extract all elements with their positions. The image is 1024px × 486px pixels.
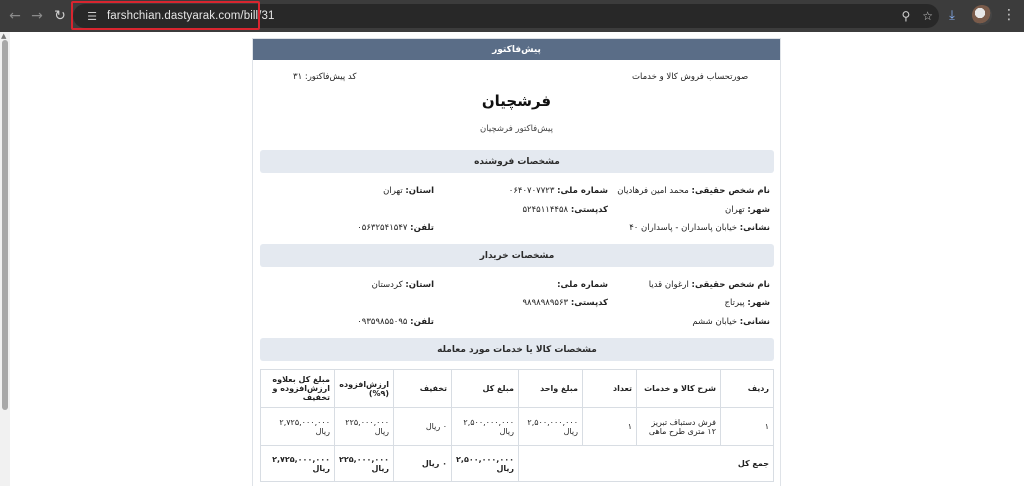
seller-phone-value: ۰۵۶۳۲۵۴۱۵۴۷ (357, 223, 408, 233)
forward-icon[interactable]: → (31, 8, 43, 24)
url-text[interactable]: farshchian.dastyarak.com/bill/31 (107, 10, 275, 22)
buyer-postal (522, 298, 608, 308)
buyer-province (372, 280, 434, 290)
reload-icon[interactable]: ↻ (54, 8, 66, 24)
totals-vat: ۲۲۵,۰۰۰,۰۰۰ ریال (335, 446, 394, 482)
goods-table-header (261, 370, 774, 408)
url-highlight-box (71, 1, 260, 30)
invoice-subtitle: پیش‌فاکتور فرشچیان (480, 124, 553, 134)
buyer-address-value: خیابان ششم (692, 317, 738, 327)
totals-total: ۲,۵۰۰,۰۰۰,۰۰۰ ریال (452, 446, 519, 482)
cell-grand: ۲,۷۲۵,۰۰۰,۰۰۰ ریال (261, 408, 335, 446)
buyer-address (692, 317, 770, 327)
col-unit-price: مبلغ واحد (519, 370, 583, 408)
seller-city-label: شهر: (747, 205, 770, 215)
cell-qty: ۱ (583, 408, 637, 446)
statement-label: صورتحساب فروش کالا و خدمات (632, 72, 749, 82)
seller-national-id-label: شماره ملی: (557, 186, 608, 196)
buyer-name-label: نام شخص حقیقی: (691, 280, 770, 290)
seller-postal (522, 205, 608, 215)
invoice-header: پیش‌فاکتور (253, 39, 780, 60)
browser-toolbar (0, 0, 1024, 32)
seller-name (617, 186, 770, 196)
cell-unit-price: ۲,۵۰۰,۰۰۰,۰۰۰ ریال (519, 408, 583, 446)
buyer-city-label: شهر: (747, 298, 770, 308)
cell-desc: فرش دستباف تبریز ۱۲ متری طرح ماهی (637, 408, 721, 446)
seller-address-label: نشانی: (739, 223, 770, 233)
buyer-name (649, 280, 770, 290)
seller-section-heading: مشخصات فروشنده (260, 150, 774, 173)
buyer-address-label: نشانی: (739, 317, 770, 327)
totals-label: جمع کل (519, 446, 774, 482)
profile-avatar[interactable] (972, 5, 992, 25)
menu-kebab-icon[interactable]: ⋮ (1002, 7, 1016, 23)
col-vat: ارزش‌افزوده (۹%) (335, 370, 394, 408)
seller-postal-label: کدپستی: (570, 205, 608, 215)
buyer-province-value: کردستان (371, 280, 403, 290)
col-row: ردیف (721, 370, 774, 408)
buyer-city (725, 298, 770, 308)
buyer-national-id-label: شماره ملی: (557, 280, 608, 290)
seller-city (725, 205, 770, 215)
seller-province (383, 186, 434, 196)
buyer-postal-value: ۹۸۹۸۹۸۹۵۶۳ (522, 298, 569, 308)
goods-table (260, 369, 774, 482)
shop-title: فرشچیان (481, 92, 552, 110)
download-icon[interactable]: ⤓ (949, 7, 955, 23)
buyer-postal-label: کدپستی: (570, 298, 608, 308)
col-qty: تعداد (583, 370, 637, 408)
bookmark-star-icon[interactable]: ☆ (922, 9, 933, 23)
goods-section-heading: مشخصات کالا یا خدمات مورد معامله (260, 338, 774, 361)
seller-phone-label: تلفن: (410, 223, 434, 233)
col-discount: تخفیف (394, 370, 452, 408)
seller-postal-value: ۵۲۴۵۱۱۴۴۵۸ (522, 205, 569, 215)
site-settings-icon[interactable]: ☰ (87, 9, 97, 23)
seller-national-id-value: ۰۶۴۰۷۰۷۷۲۳ (508, 186, 555, 196)
totals-row (261, 446, 774, 482)
cell-vat: ۲۲۵,۰۰۰,۰۰۰ ریال (335, 408, 394, 446)
buyer-phone-label: تلفن: (410, 317, 434, 327)
seller-name-label: نام شخص حقیقی: (691, 186, 770, 196)
seller-province-label: استان: (405, 186, 434, 196)
seller-city-value: تهران (725, 205, 745, 215)
seller-phone (357, 223, 434, 233)
cell-discount: ۰ ریال (394, 408, 452, 446)
buyer-phone (357, 317, 434, 327)
invoice-code: کد پیش‌فاکتور: ۳۱ (293, 72, 357, 82)
totals-grand: ۲,۷۲۵,۰۰۰,۰۰۰ ریال (261, 446, 335, 482)
buyer-section-heading: مشخصات خریدار (260, 244, 774, 267)
vertical-scrollbar[interactable] (0, 32, 10, 486)
col-grand: مبلغ کل بعلاوه ارزش‌افزوده و تخفیف (261, 370, 335, 408)
seller-name-value: محمد امین فرهادیان (617, 186, 689, 196)
scrollbar-thumb[interactable] (2, 40, 8, 410)
cell-row: ۱ (721, 408, 774, 446)
col-total: مبلغ کل (452, 370, 519, 408)
buyer-national-id (557, 280, 608, 290)
seller-province-value: تهران (383, 186, 403, 196)
buyer-phone-value: ۰۹۳۵۹۸۵۵۰۹۵ (357, 317, 408, 327)
back-icon[interactable]: ← (9, 8, 21, 24)
table-row (261, 408, 774, 446)
cell-total: ۲,۵۰۰,۰۰۰,۰۰۰ ریال (452, 408, 519, 446)
buyer-name-value: ارغوان قدیا (648, 280, 689, 290)
col-desc: شرح کالا و خدمات (637, 370, 721, 408)
seller-address (629, 223, 770, 233)
zoom-icon[interactable]: ⚲ (901, 9, 911, 23)
seller-address-value: خیابان پاسداران - پاسداران ۴۰ (629, 223, 738, 233)
buyer-province-label: استان: (405, 280, 434, 290)
buyer-city-value: پیرتاج (724, 298, 745, 308)
seller-national-id (509, 186, 608, 196)
totals-discount: ۰ ریال (394, 446, 452, 482)
scroll-up-arrow-icon[interactable]: ▲ (1, 32, 7, 40)
